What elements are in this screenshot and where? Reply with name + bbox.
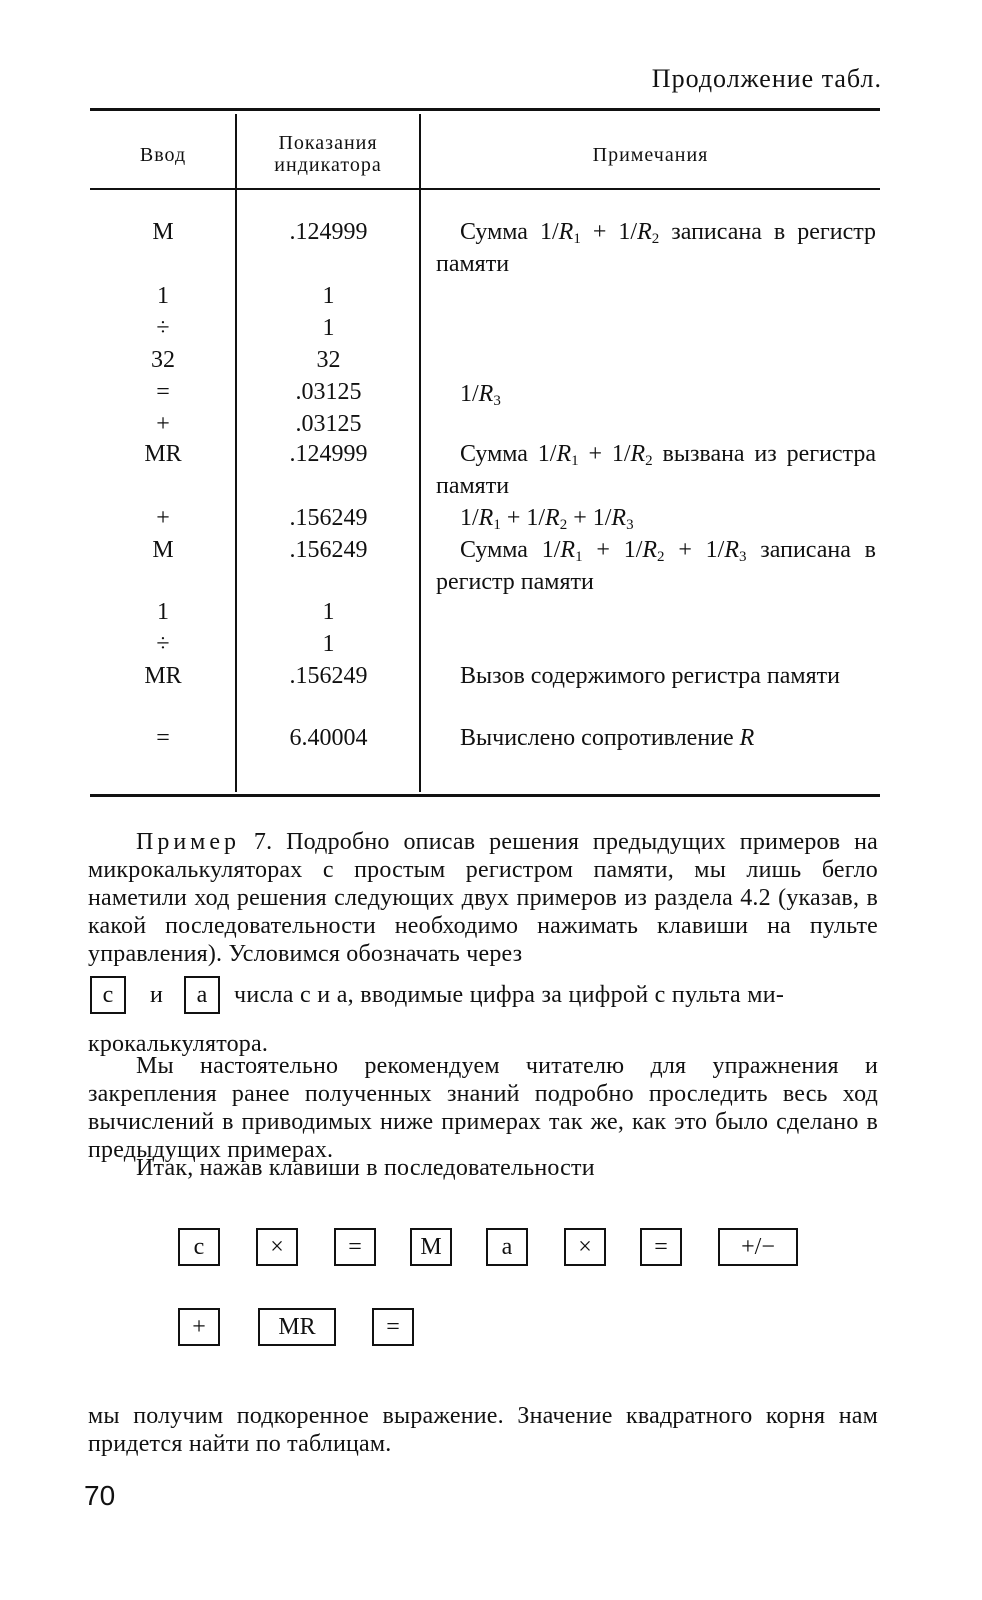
row-input: 32 [151,347,175,373]
example-paragraph [88,828,878,968]
key-change-sign: +/− [718,1228,798,1266]
table-top-rule [90,108,880,111]
key-equals: = [334,1228,376,1266]
key-equals: = [372,1308,414,1346]
row-display: 6.40004 [289,725,368,751]
recommend-paragraph: Мы настоятельно рекомендуем читателю для упражнения и закрепления ранее полученных знаний подробно проследить весь ход вычислений в приводимых ниже примерах так же, как это было сделано в предыдущих примерах. [88,1053,878,1163]
row-input: 1 [157,283,169,309]
row-display: .156249 [289,537,368,563]
page-number: 70 [84,1480,116,1511]
key-c-symbol: c [90,976,126,1014]
row-note: $1/R_3$ [460,381,501,409]
row-input: = [156,379,170,405]
row-display: .03125 [295,379,362,405]
example-label: Пример [136,829,241,855]
row-display: .156249 [289,505,368,531]
example-text: 7. Подробно описав решения предыдущих примеров на микрокалькуляторах с простым регистром памяти, мы лишь бегло наметили ход решения следующих двух примеров из раздела 4.2 (указав, в какой последовательности необходимо нажимать клавиши на пульте управления). Условимся обозначать через [88,829,879,967]
row-display: 1 [322,315,335,341]
keyline-and: и [150,982,163,1008]
row-input: M [152,219,174,245]
row-input: + [156,411,170,437]
header-display-line1: Показания [278,132,378,154]
keyline-text: числа c и a, вводимые цифра за цифрой с пульта ми- [234,982,785,1008]
header-display-line2: индикатора [274,154,382,176]
header-input: Ввод [139,144,187,166]
key-memory: M [410,1228,452,1266]
header-notes: Примечания [592,144,709,166]
row-input: = [156,725,170,751]
key-a: a [486,1228,528,1266]
row-input: ÷ [156,315,170,341]
calc-table [90,108,880,800]
key-c: c [178,1228,220,1266]
row-input: 1 [157,599,169,625]
key-multiply: × [564,1228,606,1266]
example-paragraph-end: крокалькулятора. [88,1031,269,1057]
row-input: MR [144,663,182,689]
table-header-rule [90,188,880,190]
continuation-label: Продолжение табл. [651,64,882,93]
row-note: Сумма $1/R_1 + 1/R_2$ вызвана из регистра памяти [436,441,876,499]
key-plus: + [178,1308,220,1346]
header-display [236,132,420,176]
row-display: .156249 [289,663,368,689]
row-note: Вызов содержимого регистра памяти [460,663,840,689]
row-display: 1 [322,599,335,625]
row-note: Сумма $1/R_1 + 1/R_2$ записана в регистр памяти [436,219,877,277]
row-note: Вычислено сопротивление R [460,725,755,751]
key-equals: = [640,1228,682,1266]
row-input: MR [144,441,182,467]
sequence-intro: Итак, нажав клавиши в последовательности [136,1155,595,1181]
key-a-symbol: a [184,976,220,1014]
row-note: $1/R_1 + 1/R_2 + 1/R_3$ [460,505,634,533]
key-memory-recall: MR [258,1308,336,1346]
row-display: 1 [322,283,335,309]
row-note: Сумма $1/R_1 + 1/R_2 + 1/R_3$ записана в регистр памяти [436,537,877,595]
row-display: .124999 [289,441,368,467]
key-multiply: × [256,1228,298,1266]
result-paragraph: мы получим подкоренное выражение. Значение квадратного корня нам придется найти по таблицам. [88,1403,878,1457]
key-definition-line [88,976,888,1016]
table-bottom-rule [90,794,880,797]
row-input: + [156,505,170,531]
row-display: .124999 [289,219,368,245]
row-display: .03125 [295,411,362,437]
row-display: 32 [316,347,341,373]
row-display: 1 [322,631,335,657]
row-input: M [152,537,174,563]
row-input: ÷ [156,631,170,657]
